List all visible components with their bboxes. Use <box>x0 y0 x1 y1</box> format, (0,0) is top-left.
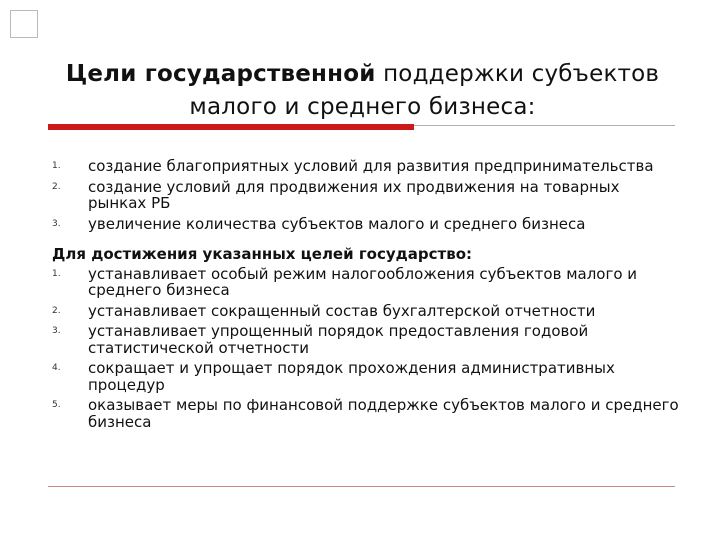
list-number: 3. <box>52 218 61 229</box>
measures-heading: Для достижения указанных целей государство: <box>52 245 472 263</box>
measure-item <box>52 360 682 393</box>
list-number: 3. <box>52 326 61 336</box>
list-number: 5. <box>52 400 61 410</box>
list-number: 1. <box>52 161 61 171</box>
measure-text: устанавливает упрощенный порядок предоставления годовой статистической отчетности <box>88 322 589 357</box>
goal-item <box>52 179 682 212</box>
goal-text: создание благоприятных условий для развития предпринимательства <box>88 157 654 175</box>
measure-text: оказывает меры по финансовой поддержке субъектов малого и среднего бизнеса <box>88 396 679 431</box>
measure-text: сокращает и упрощает порядок прохождения административных процедур <box>88 359 615 394</box>
measure-item <box>52 397 682 430</box>
goals-list <box>52 158 682 232</box>
slide-content <box>52 158 682 434</box>
goal-text: увеличение количества субъектов малого и среднего бизнеса <box>88 214 586 233</box>
slide-title <box>40 58 685 124</box>
goal-item <box>52 216 682 233</box>
measure-text: устанавливает особый режим налогообложения субъектов малого и среднего бизнеса <box>88 264 638 299</box>
measures-list <box>52 266 682 431</box>
bottom-divider <box>48 486 675 487</box>
measure-item <box>52 323 682 356</box>
measure-item <box>52 266 682 299</box>
list-number: 2. <box>52 181 61 192</box>
list-number: 4. <box>52 363 61 373</box>
slide-title-rest: поддержки субъектов малого и среднего бизнеса: <box>189 61 660 120</box>
list-number: 2. <box>52 305 61 316</box>
goal-item <box>52 158 682 175</box>
slide-title-bold: Цели государственной <box>65 61 376 87</box>
decorative-square <box>10 10 38 38</box>
title-accent-bar <box>48 124 414 130</box>
measure-text: устанавливает сокращенный состав бухгалтерской отчетности <box>88 301 596 320</box>
list-number: 1. <box>52 268 61 279</box>
measure-item <box>52 303 682 320</box>
goal-text: создание условий для продвижения их продвижения на товарных рынках РБ <box>88 177 620 212</box>
